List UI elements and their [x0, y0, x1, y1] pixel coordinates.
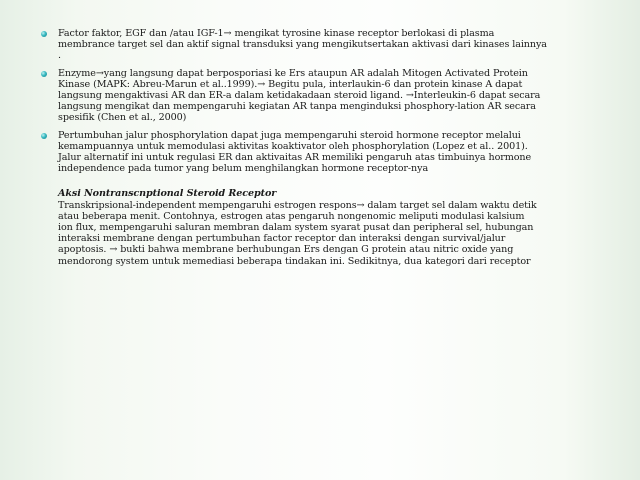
- section-heading: Aksi Nontranscnptional Steroid Receptor: [58, 188, 277, 200]
- slide-content: [40, 28, 630, 267]
- section-body: Transkripsional-independent mempengaruhi estrogen respons→ dalam target sel dalam waktu detik atau beberapa menit. Contohnya, estrogen atas pengaruh nongenomic meliputi modulasi kalsium ion flux, mempengaruhi saluran membran dalam system syarat pusat dan peripheral sel, hubungan interaksi membrane dengan pertumbuhan factor receptor dan interaksi dengan survival/jalur apoptosis. → bukti bahwa membrane berhubungan Ers dengan G protein atau nitric oxide yang mendorong system untuk memediasi beberapa tindakan ini. Sedikitnya, dua kategori dari receptor: [58, 199, 537, 267]
- bullet-text-2: Enzyme→yang langsung dapat berposporiasi ke Ers ataupun AR adalah Mitogen Activated Protein Kinase (MAPK: Abreu-Marun et al..1999).→ Begitu pula, interlaukin-6 dan protein kinase A dapat langsung mengaktivasi AR dan ER-a dalam ketidakadaan steroid ligand. →Interleukin-6 dapat secara langsung mengikat dan mempengaruhi kegiatan AR tanpa menginduksi phosphory-lation AR secara spesifik (Chen et al., 2000): [58, 67, 541, 124]
- bullet-item-1: [40, 28, 630, 62]
- bullet-item-3: [40, 130, 630, 175]
- bullet-icon: [41, 31, 47, 37]
- bullet-item-2: [40, 68, 630, 124]
- bullet-text-3: Pertumbuhan jalur phosphorylation dapat juga mempengaruhi steroid hormone receptor melalui kemampuannya untuk memodulasi aktivitas koaktivator oleh phosphorylation (Lopez et al.. 2001). Jalur alternatif ini untuk regulasi ER dan aktivaitas AR memiliki pengaruh atas timbuinya hormone independence pada tumor yang belum menghilangkan hormone receptor-nya: [58, 129, 532, 175]
- bullet-text-1: Factor faktor, EGF dan /atau IGF-1→ mengikat tyrosine kinase receptor berlokasi di plasma membrance target sel dan aktif signal transduksi yang mengikutsertakan aktivasi dari kinases lainnya .: [58, 28, 547, 62]
- bullet-icon: [41, 71, 47, 77]
- bullet-icon: [41, 133, 47, 139]
- section-block: [40, 188, 630, 266]
